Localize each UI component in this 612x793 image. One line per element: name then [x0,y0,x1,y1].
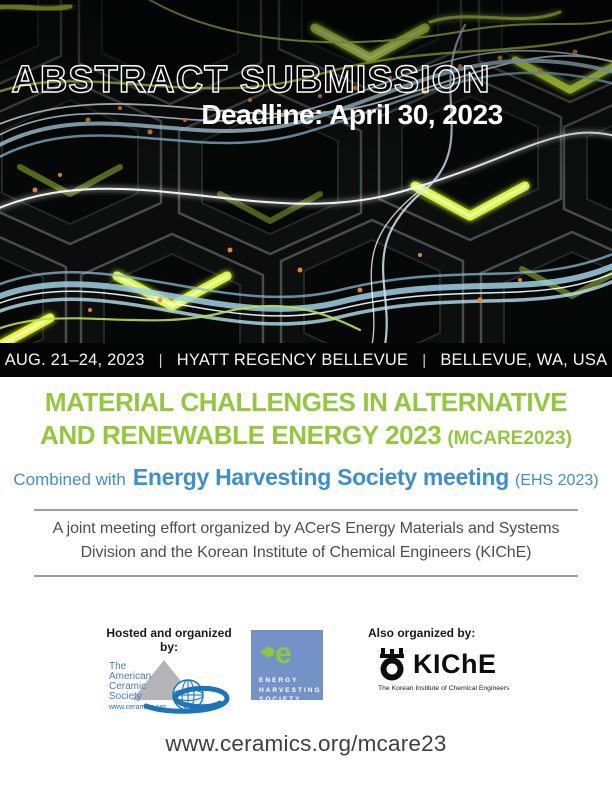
kiche-caption: The Korean Institute of Chemical Engineers [378,685,510,692]
separator-pipe: | [422,351,427,369]
acers-line-1: The [109,661,127,672]
acers-line-4: Society [109,691,142,702]
also-label: Also organized by: [368,626,476,640]
acers-url: www.ceramics.org [109,704,166,711]
divider-line-top [34,509,578,511]
ehs-wordmark [259,676,323,705]
kiche-crucible-icon [378,648,406,681]
ehs-word-1: ENERGY [259,677,299,684]
title-line-1: MATERIAL CHALLENGES IN ALTERNATIVE [44,387,568,417]
kiche-logo [378,648,516,692]
hero-deadline: Deadline: April 30, 2023 [201,99,503,130]
divider-line-bottom [34,575,578,577]
combined-acronym: (EHS 2023) [514,472,599,489]
combined-society-name: Energy Harvesting Society meeting [132,464,509,490]
hosted-label: Hosted and organized by: [106,626,232,654]
acers-logo [106,658,232,716]
acers-line-2: American [109,671,152,682]
combined-meeting-line [0,461,612,497]
also-organizer-block [366,626,516,692]
combined-prefix: Combined with [13,470,126,489]
title-line-2 [0,419,612,455]
title-line-2-text: AND RENEWABLE ENERGY 2023 [40,420,442,450]
joint-note [0,517,612,564]
title-acronym: (MCARE2023) [447,428,572,449]
joint-note-line-2: Division and the Korean Institute of Chemical Engineers (KIChE) [80,543,532,561]
event-date: AUG. 21–24, 2023 [4,350,145,369]
hosted-organizer-block [98,626,240,721]
acers-line-3: Ceramic [109,681,147,692]
event-location: BELLEVUE, WA, USA [440,350,608,369]
event-info-bar [0,343,612,377]
svg-text:e: e [275,637,292,667]
footer-url[interactable]: www.ceramics.org/mcare23 [165,731,447,756]
joint-note-line-1: A joint meeting effort organized by ACerS Energy Materials and Systems [52,520,560,537]
event-venue: HYATT REGENCY BELLEVUE [176,350,409,369]
hero-illustration [0,0,612,343]
kiche-name: KIChE [413,649,497,679]
ehs-word-2: HARVESTING [259,686,322,694]
ehs-e-icon [259,637,309,667]
separator-pipe: | [158,351,163,369]
hero-title: ABSTRACT SUBMISSION [11,59,491,101]
ehs-logo [251,630,323,703]
ehs-word-3: SOCIETY [259,696,302,703]
conference-title [0,386,612,455]
